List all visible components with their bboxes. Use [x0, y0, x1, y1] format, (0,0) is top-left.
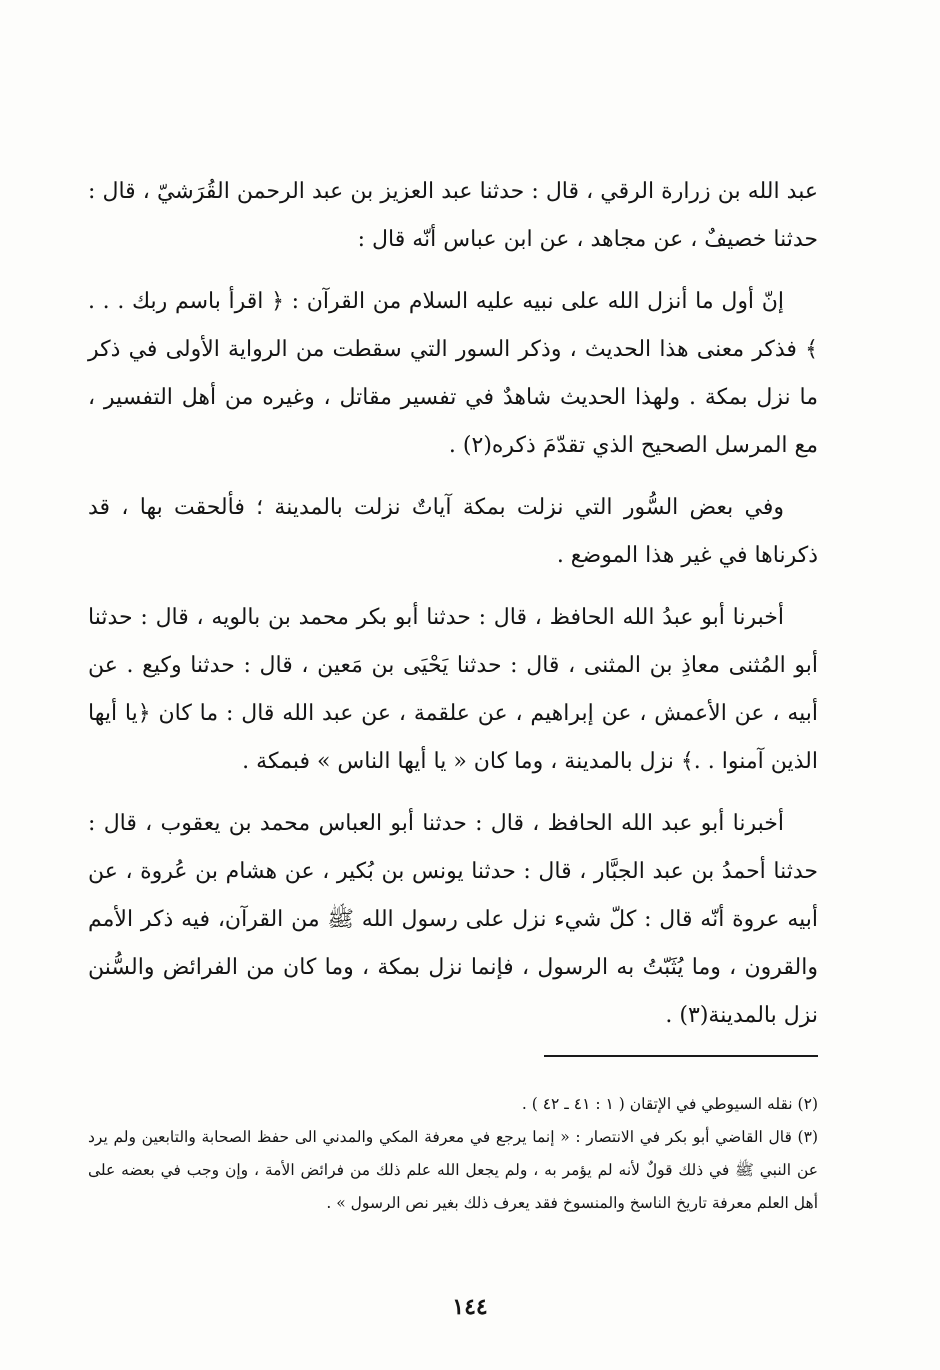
- footnote-divider: [544, 1055, 818, 1057]
- footnotes: [88, 1088, 818, 1220]
- footnote-2: (٢) نقله السيوطي في الإتقان ( ١ : ٤١ ـ ٤٢ ) .: [521, 1095, 818, 1113]
- footnote-3: (٣) قال القاضي أبو بكر في الانتصار : « إنما يرجع في معرفة المكي والمدني الى حفظ الصحابة والتابعين ولم يرد عن النبي ﷺ في ذلك قولٌ لأنه لم يؤمر به ، ولم يجعل الله علم ذلك من فرائض الأمة ، وإن وجب في بعضه على أهل العلم معرفة تاريخ الناسخ والمنسوخ فقد يعرف ذلك بغير نص الرسول » .: [88, 1128, 818, 1212]
- main-text: [88, 168, 818, 1054]
- paragraph-first-revelation: إنّ أول ما أنزل الله على نبيه عليه السلام من القرآن : ﴿ اقرأ باسم ربك . . . ﴾ فذكر معنى هذا الحديث ، وذكر السور التي سقطت من الرواية الأولى في ذكر ما نزل بمكة . ولهذا الحديث شاهدٌ في تفسير مقاتل ، وغيره من أهل التفسير ، مع المرسل الصحيح الذي تقدّمَ ذكره(٢) .: [88, 289, 818, 458]
- paragraph-alqama-narration: أخبرنا أبو عبدُ الله الحافظ ، قال : حدثنا أبو بكر محمد بن بالويه ، قال : حدثنا أبو المُثنى معاذِ بن المثنى ، قال : حدثنا يَحْيَى بن مَعين ، قال : حدثنا وكيع . عن أبيه ، عن الأعمش ، عن إبراهيم ، عن علقمة ، عن عبد الله قال : ما كان ﴿يا أيها الذين آمنوا . .﴾ نزل بالمدينة ، وما كان « يا أيها الناس » فبمكة .: [88, 605, 818, 774]
- paragraph-isnad-intro: عبد الله بن زرارة الرقي ، قال : حدثنا عبد العزيز بن عبد الرحمن القُرَشيّ ، قال : حدثنا خصيفٌ ، عن مجاهد ، عن ابن عباس أنّه قال :: [88, 179, 818, 252]
- paragraph-medinan-verses: وفي بعض السُّور التي نزلت بمكة آياتٌ نزلت بالمدينة ؛ فألحقت بها ، قد ذكرناها في غير هذا الموضع .: [88, 495, 818, 568]
- paragraph-urwa-narration: أخبرنا أبو عبد الله الحافظ ، قال : حدثنا أبو العباس محمد بن يعقوب ، قال : حدثنا أحمدُ بن عبد الجبَّار ، قال : حدثنا يونس بن بُكير ، عن هشام بن عُروة ، عن أبيه عروة أنّه قال : كلّ شيء نزل على رسول الله ﷺ من القرآن، فيه ذكر الأمم والقرون ، وما يُثَبّتُ به الرسول ، فإنما نزل بمكة ، وما كان من الفرائض والسُّنن نزل بالمدينة(٣) .: [88, 811, 818, 1028]
- page-number: ١٤٤: [452, 1294, 488, 1320]
